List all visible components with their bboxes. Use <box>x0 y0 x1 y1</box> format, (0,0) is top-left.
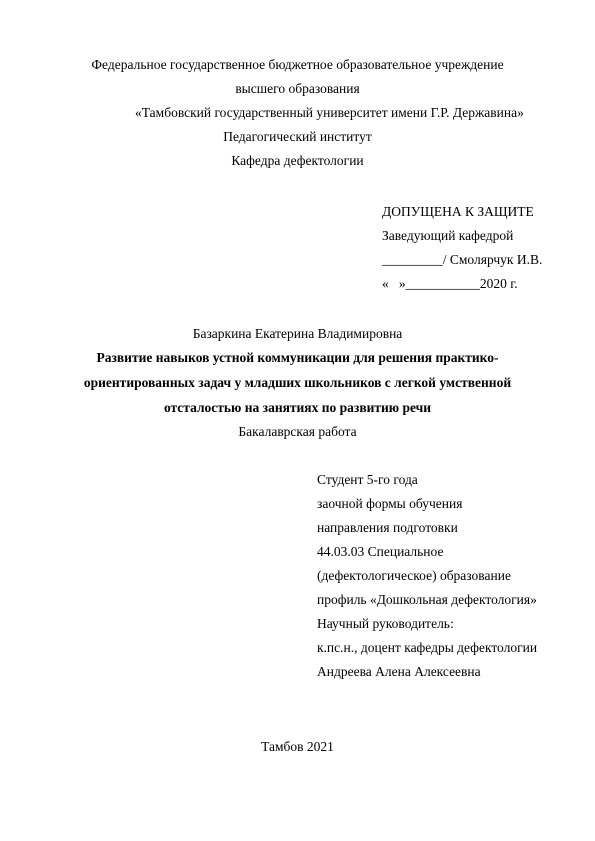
supervisor-title: к.пс.н., доцент кафедры дефектологии <box>317 640 538 655</box>
approval-head-role: Заведующий кафедрой <box>382 228 514 243</box>
student-direction-name: (дефектологическое) образование <box>317 568 511 583</box>
department-name: Кафедра дефектологии <box>231 153 364 168</box>
student-direction-code: 44.03.03 Специальное <box>317 544 444 559</box>
city-year: Тамбов 2021 <box>261 739 334 754</box>
author-name: Базаркина Екатерина Владимировна <box>192 326 403 341</box>
student-profile: профиль «Дошкольная дефектология» <box>317 592 537 607</box>
approval-title: ДОПУЩЕНА К ЗАЩИТЕ <box>382 204 534 219</box>
supervisor-label: Научный руководитель: <box>317 616 454 631</box>
work-title-line-2: ориентированных задач у младших школьников с легкой умственной <box>83 375 512 390</box>
org-line-1: Федеральное государственное бюджетное образовательное учреждение <box>91 57 504 72</box>
work-type: Бакалаврская работа <box>238 424 357 439</box>
university-name: «Тамбовский государственный университет имени Г.Р. Державина» <box>135 105 524 120</box>
student-year: Студент 5-го года <box>317 472 418 487</box>
approval-signature: _________/ Смолярчук И.В. <box>382 252 543 267</box>
work-title-line-3: отсталостью на занятиях по развитию речи <box>163 400 432 415</box>
approval-date: « »___________2020 г. <box>382 276 518 291</box>
org-line-2: высшего образования <box>235 81 360 96</box>
supervisor-name: Андреева Алена Алексеевна <box>317 664 481 679</box>
institute-name: Педагогический институт <box>223 129 372 144</box>
work-title-line-1: Развитие навыков устной коммуникации для решения практико- <box>96 350 499 365</box>
student-study-form: заочной формы обучения <box>317 496 463 511</box>
student-direction-label: направления подготовки <box>317 520 458 535</box>
